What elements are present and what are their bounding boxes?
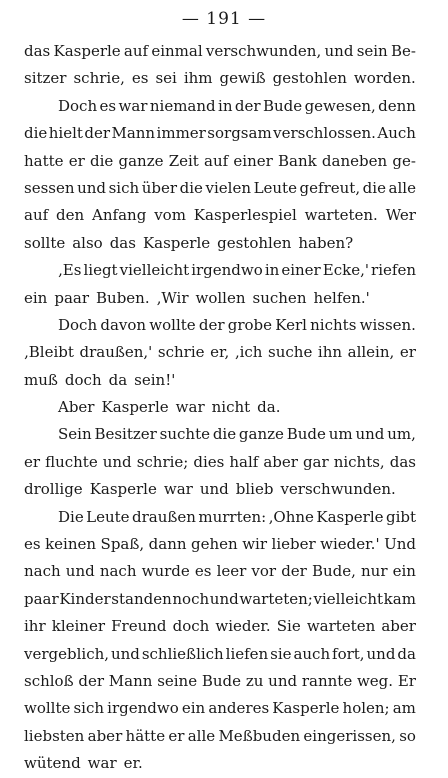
- text-line: [24, 641, 416, 668]
- word: Sein: [58, 425, 92, 444]
- word: da.: [257, 398, 281, 417]
- word: hätte: [125, 726, 166, 745]
- word: vielleicht: [313, 589, 384, 608]
- word: Zeit: [168, 151, 199, 170]
- word: und: [366, 644, 396, 663]
- word: auf: [204, 151, 229, 170]
- word: irgendwo: [107, 699, 179, 718]
- word: und: [102, 452, 132, 471]
- word: Ecke,': [322, 261, 369, 280]
- text-line: [24, 38, 416, 65]
- word: sei: [155, 69, 177, 88]
- word: er: [68, 151, 85, 170]
- word: Die: [58, 507, 84, 526]
- text-line: [24, 285, 416, 312]
- word: sein!': [134, 370, 176, 389]
- word: Kasperlespiel: [193, 206, 297, 225]
- word: wir: [242, 535, 268, 554]
- word: wissen.: [359, 315, 416, 334]
- word: niemand: [149, 96, 216, 115]
- word: Be-: [390, 42, 416, 60]
- word: ein: [181, 699, 206, 718]
- word: vielen: [205, 178, 251, 197]
- word: paar: [54, 288, 90, 307]
- word: vergeblich,: [24, 644, 110, 663]
- text-line: [24, 148, 416, 175]
- word: Doch: [58, 96, 98, 115]
- word: Doch: [58, 315, 98, 334]
- word: wütend: [24, 754, 81, 773]
- word: auf: [24, 206, 49, 225]
- word: helfen.': [313, 288, 370, 307]
- word: das: [109, 233, 136, 252]
- text-line: [24, 531, 416, 558]
- word: warteten;: [239, 589, 313, 608]
- word: Anfang: [92, 206, 147, 225]
- word: zu: [245, 671, 264, 690]
- word: leer: [216, 562, 247, 581]
- word: und: [77, 178, 107, 197]
- text-line: [24, 175, 416, 202]
- word: er: [168, 726, 185, 745]
- word: schloß: [24, 671, 74, 690]
- word: so: [399, 726, 416, 745]
- word: kam: [383, 589, 416, 608]
- word: verschlossen.: [273, 124, 376, 143]
- word: das: [389, 452, 416, 471]
- word: drollige: [24, 480, 83, 499]
- word: alle: [187, 726, 216, 745]
- word: sich: [108, 178, 140, 197]
- word: und: [324, 42, 354, 60]
- word: liefen: [225, 644, 269, 663]
- word: verschwunden.: [280, 480, 396, 499]
- word: gibt: [385, 507, 416, 526]
- word: Aber: [58, 398, 95, 417]
- word: gewiß: [219, 69, 266, 88]
- word: Kasperle: [316, 507, 384, 526]
- word: Besitzer: [94, 425, 157, 444]
- word: und: [110, 644, 140, 663]
- word: ihr: [24, 617, 46, 636]
- word: weg.: [356, 671, 394, 690]
- word: grobe: [227, 315, 273, 334]
- word: er: [399, 343, 416, 362]
- word: sessen: [24, 178, 75, 197]
- word: gestohlen: [217, 233, 292, 252]
- word: kleiner: [51, 617, 106, 636]
- word: der: [281, 562, 307, 581]
- text-line: [24, 421, 416, 448]
- text-line: [24, 93, 416, 120]
- word: Bude: [286, 425, 326, 444]
- word: ge-: [392, 151, 416, 170]
- word: gestohlen: [272, 69, 347, 88]
- word: um,: [387, 425, 416, 444]
- word: wurde: [141, 562, 190, 581]
- text-line: [24, 613, 416, 640]
- text-line: [24, 120, 416, 147]
- word: liegt: [83, 261, 118, 280]
- word: auf: [123, 42, 149, 60]
- word: davon: [100, 315, 147, 334]
- word: Buben.: [96, 288, 150, 307]
- word: sein: [356, 42, 388, 60]
- text-line: [24, 695, 416, 722]
- word: gefreut,: [299, 178, 361, 197]
- text-line: [24, 394, 416, 421]
- word: ein: [392, 562, 416, 581]
- word: suchen: [252, 288, 307, 307]
- word: es: [24, 535, 41, 554]
- word: der: [198, 315, 225, 334]
- text-line: [24, 312, 416, 339]
- word: blieb: [235, 480, 274, 499]
- word: Kasperle: [89, 480, 157, 499]
- word: und: [199, 480, 229, 499]
- text-line: [24, 449, 416, 476]
- word: vielleicht: [119, 261, 190, 280]
- word: aber: [381, 617, 416, 636]
- text-line: [24, 230, 416, 257]
- word: schließlich: [141, 644, 224, 663]
- word: anderes: [208, 699, 270, 718]
- word: Spaß,: [100, 535, 145, 554]
- word: da: [397, 644, 416, 663]
- text-line: [24, 476, 416, 503]
- word: Mann: [108, 671, 153, 690]
- word: sie: [270, 644, 292, 663]
- word: verschwunden,: [205, 42, 322, 60]
- word: warteten.: [304, 206, 378, 225]
- word: über: [141, 178, 178, 197]
- word: wieder.: [215, 617, 271, 636]
- word: dies: [193, 452, 225, 471]
- word: vom: [154, 206, 186, 225]
- word: das: [24, 42, 51, 60]
- word: gewesen,: [304, 96, 376, 115]
- word: der: [84, 124, 111, 143]
- word: riefen: [371, 261, 416, 280]
- word: um: [328, 425, 353, 444]
- word: einer: [281, 261, 321, 280]
- word: keinen: [45, 535, 97, 554]
- word: ein: [24, 288, 48, 307]
- word: wollte: [149, 315, 196, 334]
- word: Kasperle: [53, 42, 121, 60]
- word: ‚Ohne: [268, 507, 314, 526]
- word: dann: [148, 535, 187, 554]
- text-line: [24, 504, 416, 531]
- word: er.: [123, 754, 143, 773]
- word: seine: [157, 671, 198, 690]
- word: nur: [361, 562, 388, 581]
- word: in: [218, 96, 233, 115]
- word: die: [179, 178, 203, 197]
- word: ‚Wir: [156, 288, 189, 307]
- word: also: [72, 233, 103, 252]
- word: doch: [64, 370, 102, 389]
- word: nichts: [310, 315, 357, 334]
- word: es: [99, 96, 117, 115]
- word: holen;: [342, 699, 390, 718]
- word: ganze: [118, 151, 164, 170]
- word: ‚Es: [58, 261, 82, 280]
- word: Bude: [201, 671, 242, 690]
- word: wieder.': [320, 535, 380, 554]
- word: schrie;: [136, 452, 189, 471]
- word: suchte: [159, 425, 210, 444]
- word: paar: [24, 589, 59, 608]
- word: Bude: [262, 96, 303, 115]
- word: immer: [156, 124, 206, 143]
- page-number: — 191 —: [181, 9, 267, 29]
- word: sollte: [24, 233, 66, 252]
- word: die: [90, 151, 114, 170]
- page-text: [24, 38, 416, 778]
- word: ‚Bleibt: [24, 343, 74, 362]
- word: lieber: [271, 535, 316, 554]
- word: wollen: [195, 288, 246, 307]
- word: Bude,: [311, 562, 356, 581]
- word: Wer: [385, 206, 416, 225]
- word: sich: [73, 699, 105, 718]
- word: war: [118, 96, 148, 115]
- word: muß: [24, 370, 58, 389]
- word: worden.: [353, 69, 416, 88]
- word: rannte: [301, 671, 353, 690]
- word: am: [392, 699, 416, 718]
- word: ‚ich: [234, 343, 263, 362]
- word: fluchte: [45, 452, 98, 471]
- word: die: [212, 425, 237, 444]
- word: da: [108, 370, 128, 389]
- word: vor: [251, 562, 277, 581]
- text-line: [24, 367, 416, 394]
- word: ihm: [183, 69, 213, 88]
- word: die: [362, 178, 386, 197]
- text-line: [24, 65, 416, 92]
- word: murrten:: [198, 507, 267, 526]
- word: aber: [87, 726, 123, 745]
- word: haben?: [298, 233, 354, 252]
- text-line: [24, 257, 416, 284]
- word: Mann: [111, 124, 156, 143]
- word: auch: [293, 644, 331, 663]
- word: es: [194, 562, 212, 581]
- word: allein,: [347, 343, 395, 362]
- word: irgendwo: [191, 261, 263, 280]
- word: nicht: [211, 398, 251, 417]
- word: Er: [397, 671, 416, 690]
- word: Kinder: [59, 589, 111, 608]
- word: den: [56, 206, 85, 225]
- word: draußen: [131, 507, 196, 526]
- word: suche: [268, 343, 313, 362]
- word: Und: [384, 535, 416, 554]
- word: hatte: [24, 151, 64, 170]
- word: er,: [210, 343, 230, 362]
- word: war: [175, 398, 205, 417]
- word: wollte: [24, 699, 71, 718]
- word: eingerissen,: [303, 726, 396, 745]
- word: sitzer: [24, 69, 67, 88]
- word: und: [209, 589, 239, 608]
- word: draußen,': [79, 343, 153, 362]
- word: denn: [378, 96, 416, 115]
- word: Kasperle: [272, 699, 340, 718]
- text-line: [24, 723, 416, 750]
- word: nichts,: [333, 452, 385, 471]
- word: liebsten: [24, 726, 85, 745]
- word: schrie: [157, 343, 205, 362]
- word: einmal: [151, 42, 203, 60]
- word: und: [355, 425, 385, 444]
- word: nach: [99, 562, 137, 581]
- word: warteten: [306, 617, 376, 636]
- word: er: [24, 452, 41, 471]
- word: die: [24, 124, 48, 143]
- word: und: [65, 562, 95, 581]
- word: standen: [111, 589, 172, 608]
- word: ganze: [238, 425, 284, 444]
- word: half: [229, 452, 259, 471]
- word: Leute: [86, 507, 130, 526]
- word: Kasperle: [142, 233, 211, 252]
- word: Sie: [276, 617, 301, 636]
- word: nach: [24, 562, 61, 581]
- word: Kerl: [275, 315, 307, 334]
- text-line: [24, 668, 416, 695]
- word: sorgsam: [207, 124, 272, 143]
- word: in: [264, 261, 280, 280]
- word: aber: [263, 452, 298, 471]
- word: war: [87, 754, 117, 773]
- word: Kasperle: [101, 398, 169, 417]
- text-line: [24, 339, 416, 366]
- word: ihn: [317, 343, 343, 362]
- word: fort,: [332, 644, 365, 663]
- word: daneben: [321, 151, 388, 170]
- word: Bank: [277, 151, 317, 170]
- word: war: [163, 480, 193, 499]
- word: gar: [302, 452, 329, 471]
- word: hielt: [48, 124, 83, 143]
- text-line: [24, 750, 416, 777]
- word: doch: [172, 617, 210, 636]
- word: schrie,: [73, 69, 125, 88]
- word: Auch: [377, 124, 416, 143]
- text-line: [24, 558, 416, 585]
- word: Leute: [253, 178, 297, 197]
- word: gehen: [191, 535, 238, 554]
- word: der: [234, 96, 261, 115]
- word: und: [268, 671, 298, 690]
- word: noch: [172, 589, 210, 608]
- word: es: [131, 69, 149, 88]
- word: einer: [233, 151, 273, 170]
- word: alle: [388, 178, 416, 197]
- word: Meßbuden: [218, 726, 301, 745]
- word: Freund: [111, 617, 167, 636]
- text-line: [24, 202, 416, 229]
- word: der: [78, 671, 105, 690]
- text-line: [24, 586, 416, 613]
